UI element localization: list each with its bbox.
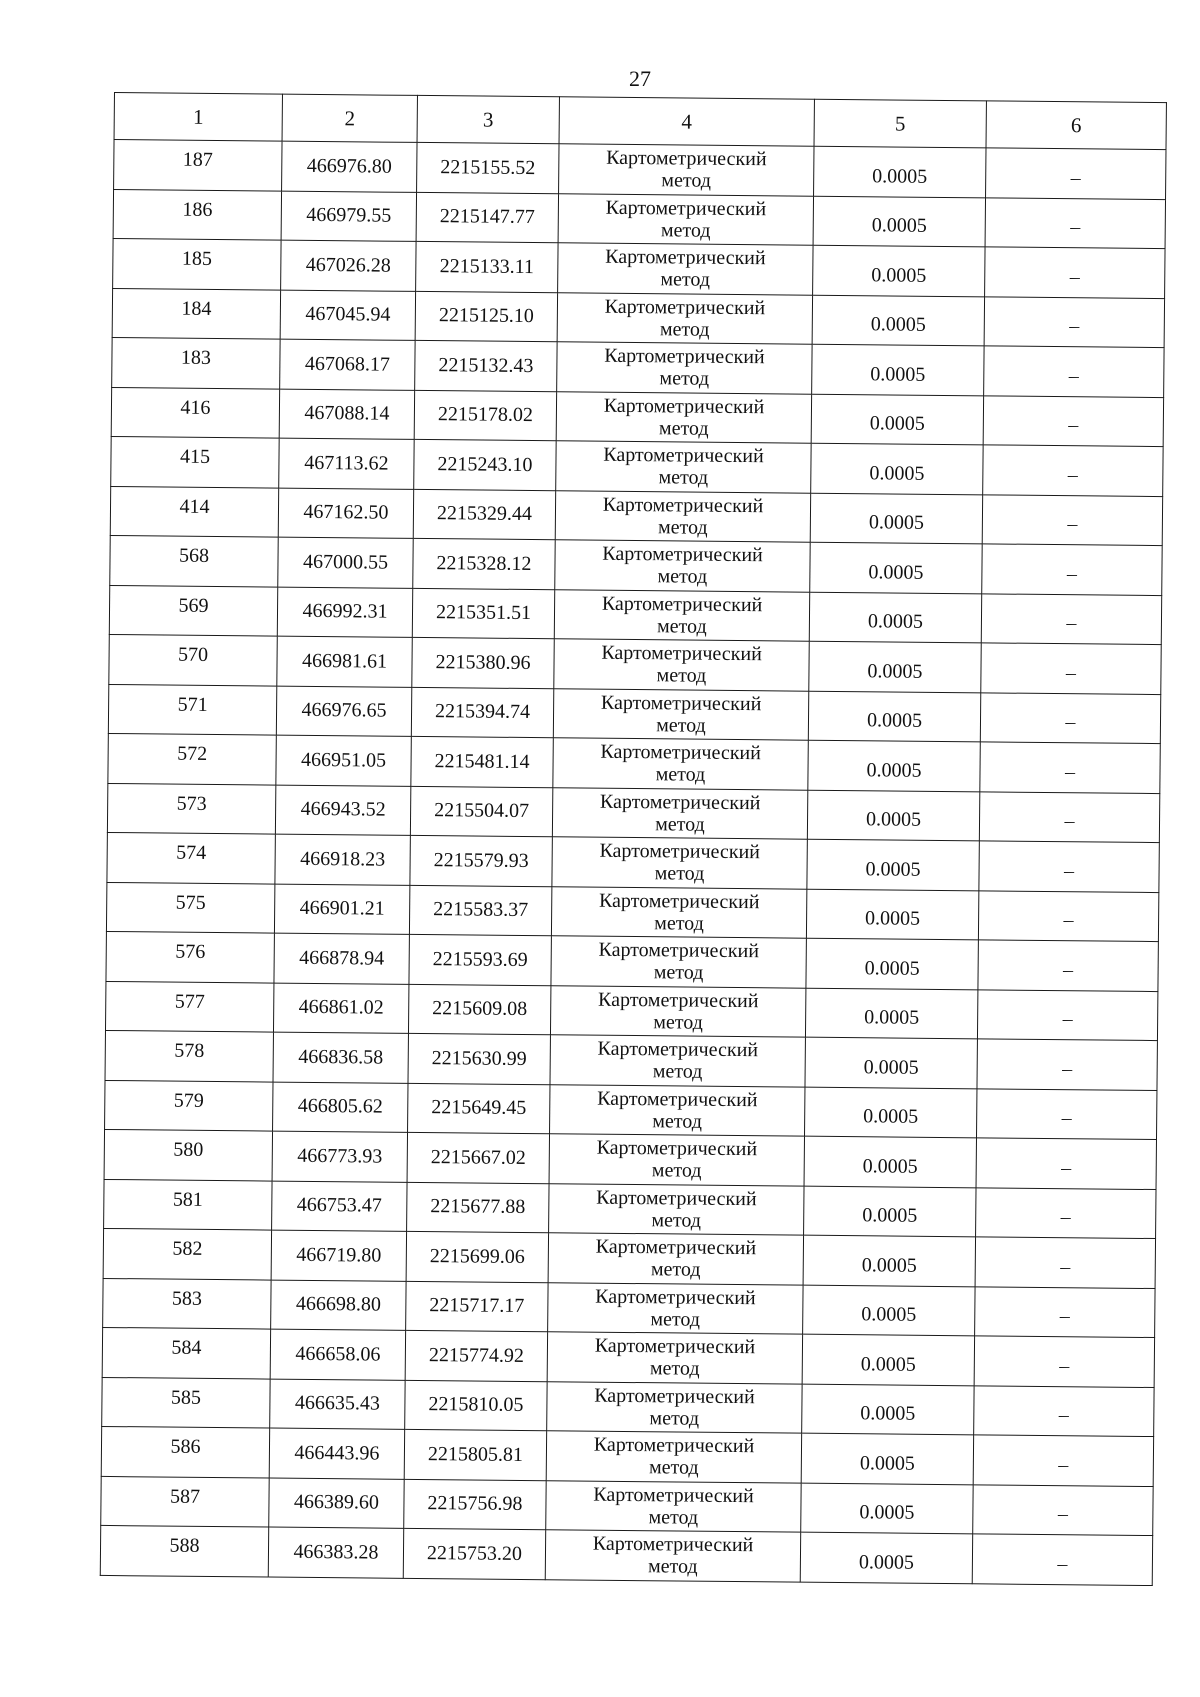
y-coordinate-cell: 2215593.69 [409, 934, 551, 985]
method-cell [549, 1134, 804, 1186]
method-line-1: Картометрический [594, 1334, 756, 1359]
method-line-1: Картометрический [602, 542, 763, 567]
method-line-2: метод [656, 664, 707, 687]
x-coordinate-cell: 466979.55 [281, 191, 416, 242]
accuracy-cell: 0.0005 [803, 1285, 975, 1336]
y-coordinate-cell: 2215329.44 [413, 489, 555, 540]
method-line-2: метод [658, 466, 709, 489]
method-line-1: Картометрический [595, 1285, 756, 1309]
description-cell: – [982, 544, 1162, 595]
method-line-2: метод [648, 1505, 699, 1529]
method-cell [554, 589, 809, 641]
method-cell [552, 787, 807, 839]
x-coordinate-cell: 467045.94 [280, 290, 415, 341]
point-number-cell: 187 [114, 140, 282, 191]
method-line-1: Картометрический [593, 1433, 755, 1458]
method-line-2: метод [649, 1357, 700, 1380]
x-coordinate-cell: 466836.58 [273, 1032, 408, 1083]
accuracy-cell: 0.0005 [801, 1433, 973, 1484]
y-coordinate-cell: 2215394.74 [411, 687, 553, 738]
method-cell [551, 936, 806, 988]
description-cell: – [982, 494, 1162, 545]
method-line-2: метод [656, 614, 707, 638]
description-cell: – [975, 1286, 1155, 1337]
accuracy-cell: 0.0005 [802, 1384, 974, 1435]
x-coordinate-cell: 466383.28 [268, 1527, 403, 1578]
y-coordinate-cell: 2215774.92 [405, 1330, 547, 1381]
x-coordinate-cell: 466981.61 [277, 636, 412, 687]
accuracy-cell: 0.0005 [804, 1136, 976, 1187]
x-coordinate-cell: 467113.62 [279, 438, 414, 489]
point-number-cell: 415 [111, 436, 279, 487]
method-line-2: метод [658, 416, 709, 440]
method-cell [556, 441, 811, 493]
point-number-cell: 185 [113, 238, 281, 289]
description-cell: – [975, 1237, 1155, 1288]
table-row [100, 1525, 1152, 1585]
accuracy-cell: 0.0005 [809, 592, 981, 643]
y-coordinate-cell: 2215155.52 [417, 142, 559, 193]
accuracy-cell: 0.0005 [809, 641, 981, 692]
method-cell [558, 193, 813, 245]
method-line-2: метод [654, 911, 704, 935]
method-line-1: Картометрический [604, 295, 766, 320]
coordinates-table-wrapper [100, 92, 1166, 1586]
description-cell: – [980, 742, 1160, 793]
point-number-cell: 582 [103, 1228, 271, 1279]
description-cell: – [978, 940, 1158, 991]
method-cell [554, 639, 809, 691]
method-line-1: Картометрический [598, 889, 760, 913]
y-coordinate-cell: 2215351.51 [412, 588, 554, 639]
y-coordinate-cell: 2215753.20 [403, 1528, 545, 1579]
method-line-1: Картометрический [594, 1384, 755, 1408]
method-line-2: метод [653, 1010, 703, 1034]
point-number-cell: 588 [100, 1525, 268, 1576]
method-line-1: Картометрический [602, 493, 764, 518]
point-number-cell: 579 [105, 1080, 273, 1131]
accuracy-cell: 0.0005 [805, 1087, 977, 1138]
x-coordinate-cell: 466943.52 [275, 785, 410, 836]
x-coordinate-cell: 466976.80 [282, 141, 417, 192]
method-line-1: Картометрический [601, 641, 762, 666]
description-cell: – [985, 197, 1165, 248]
accuracy-cell: 0.0005 [814, 146, 986, 197]
description-cell: – [979, 841, 1159, 892]
y-coordinate-cell: 2215583.37 [409, 885, 551, 936]
description-cell: – [976, 1187, 1156, 1238]
method-line-2: метод [656, 713, 706, 737]
method-cell [553, 688, 808, 740]
method-line-2: метод [651, 1208, 702, 1232]
accuracy-cell: 0.0005 [806, 938, 978, 989]
accuracy-cell: 0.0005 [804, 1186, 976, 1237]
method-line-2: метод [657, 565, 708, 588]
x-coordinate-cell: 466635.43 [270, 1379, 405, 1430]
description-cell: – [983, 395, 1163, 446]
x-coordinate-cell: 466976.65 [276, 686, 411, 737]
method-line-2: метод [661, 169, 712, 192]
method-line-1: Картометрический [597, 988, 759, 1012]
y-coordinate-cell: 2215125.10 [415, 291, 557, 342]
method-line-1: Картометрический [601, 592, 763, 616]
y-coordinate-cell: 2215133.11 [416, 241, 558, 292]
method-line-1: Картометрический [599, 839, 761, 864]
method-line-2: метод [652, 1109, 703, 1133]
description-cell: – [981, 643, 1161, 694]
description-cell: – [984, 346, 1164, 397]
x-coordinate-cell: 466773.93 [272, 1131, 407, 1182]
point-number-cell: 577 [105, 981, 273, 1032]
method-cell [546, 1480, 801, 1532]
method-cell [549, 1183, 804, 1235]
y-coordinate-cell: 2215504.07 [410, 786, 552, 837]
description-cell: – [973, 1435, 1153, 1486]
accuracy-cell: 0.0005 [807, 790, 979, 841]
description-cell: – [977, 1039, 1157, 1090]
x-coordinate-cell: 466698.80 [271, 1280, 406, 1331]
method-line-1: Картометрический [595, 1235, 757, 1260]
point-number-cell: 572 [108, 733, 276, 784]
method-line-2: метод [655, 812, 705, 836]
accuracy-cell: 0.0005 [802, 1334, 974, 1385]
method-line-1: Картометрический [603, 443, 764, 468]
y-coordinate-cell: 2215649.45 [408, 1083, 550, 1134]
description-cell: – [972, 1534, 1152, 1585]
accuracy-cell: 0.0005 [811, 394, 983, 445]
method-cell [552, 837, 807, 889]
point-number-cell: 586 [101, 1426, 269, 1477]
accuracy-cell: 0.0005 [812, 344, 984, 395]
method-cell [553, 738, 808, 790]
description-cell: – [974, 1385, 1154, 1436]
point-number-cell: 186 [113, 189, 281, 240]
point-number-cell: 575 [106, 882, 274, 933]
method-cell [558, 243, 813, 295]
point-number-cell: 570 [109, 634, 277, 685]
point-number-cell: 184 [112, 288, 280, 339]
header-cell-4: 4 [559, 97, 814, 146]
x-coordinate-cell: 466878.94 [274, 933, 409, 984]
accuracy-cell: 0.0005 [812, 295, 984, 346]
description-cell: – [979, 791, 1159, 842]
method-line-1: Картометрический [605, 245, 766, 270]
y-coordinate-cell: 2215609.08 [408, 984, 550, 1035]
method-cell [555, 490, 810, 542]
method-line-1: Картометрический [598, 938, 760, 963]
table-body [100, 140, 1166, 1586]
description-cell: – [985, 247, 1165, 298]
y-coordinate-cell: 2215699.06 [406, 1231, 548, 1282]
y-coordinate-cell: 2215810.05 [405, 1380, 547, 1431]
x-coordinate-cell: 467088.14 [279, 389, 414, 440]
method-cell [557, 342, 812, 394]
y-coordinate-cell: 2215805.81 [404, 1429, 546, 1480]
description-cell: – [977, 1088, 1157, 1139]
accuracy-cell: 0.0005 [808, 691, 980, 742]
point-number-cell: 576 [106, 931, 274, 982]
method-line-1: Картометрический [600, 740, 762, 765]
x-coordinate-cell: 466951.05 [276, 735, 411, 786]
y-coordinate-cell: 2215756.98 [404, 1479, 546, 1530]
y-coordinate-cell: 2215677.88 [407, 1182, 549, 1233]
point-number-cell: 584 [102, 1327, 270, 1378]
description-cell: – [986, 148, 1166, 199]
x-coordinate-cell: 467000.55 [278, 537, 413, 588]
method-line-2: метод [647, 1555, 698, 1578]
method-line-1: Картометрический [597, 1087, 758, 1111]
method-cell [557, 292, 812, 344]
x-coordinate-cell: 466389.60 [269, 1478, 404, 1529]
description-cell: – [984, 296, 1164, 347]
point-number-cell: 573 [107, 783, 275, 834]
point-number-cell: 569 [109, 585, 277, 636]
x-coordinate-cell: 466992.31 [277, 587, 412, 638]
accuracy-cell: 0.0005 [805, 1037, 977, 1088]
y-coordinate-cell: 2215630.99 [408, 1033, 550, 1084]
method-line-2: метод [660, 268, 711, 291]
method-line-1: Картометрический [600, 691, 762, 715]
accuracy-cell: 0.0005 [801, 1483, 973, 1534]
method-line-1: Картометрический [597, 1037, 759, 1062]
point-number-cell: 568 [110, 535, 278, 586]
point-number-cell: 571 [108, 684, 276, 735]
x-coordinate-cell: 466443.96 [269, 1428, 404, 1479]
method-line-2: метод [650, 1307, 701, 1331]
y-coordinate-cell: 2215380.96 [412, 637, 554, 688]
method-cell [548, 1282, 803, 1334]
method-line-1: Картометрический [596, 1136, 758, 1161]
method-line-2: метод [653, 961, 704, 984]
x-coordinate-cell: 466901.21 [274, 884, 409, 935]
method-cell [547, 1332, 802, 1384]
y-coordinate-cell: 2215328.12 [413, 538, 555, 589]
accuracy-cell: 0.0005 [806, 889, 978, 940]
method-cell [550, 985, 805, 1037]
method-cell [550, 1084, 805, 1136]
method-line-2: метод [652, 1060, 703, 1083]
accuracy-cell: 0.0005 [811, 443, 983, 494]
method-line-2: метод [660, 219, 711, 242]
method-line-2: метод [651, 1159, 702, 1182]
method-cell [548, 1233, 803, 1285]
point-number-cell: 580 [104, 1129, 272, 1180]
description-cell: – [983, 445, 1163, 496]
x-coordinate-cell: 467026.28 [281, 240, 416, 291]
method-line-1: Картометрический [596, 1186, 757, 1210]
method-cell [550, 1035, 805, 1087]
accuracy-cell: 0.0005 [807, 839, 979, 890]
point-number-cell: 581 [104, 1179, 272, 1230]
y-coordinate-cell: 2215481.14 [411, 736, 553, 787]
accuracy-cell: 0.0005 [803, 1235, 975, 1286]
accuracy-cell: 0.0005 [810, 493, 982, 544]
accuracy-cell: 0.0005 [808, 740, 980, 791]
description-cell: – [977, 989, 1157, 1040]
y-coordinate-cell: 2215579.93 [410, 835, 552, 886]
description-cell: – [976, 1138, 1156, 1189]
accuracy-cell: 0.0005 [813, 196, 985, 247]
method-line-2: метод [655, 763, 706, 786]
method-cell [545, 1530, 800, 1582]
x-coordinate-cell: 466753.47 [272, 1181, 407, 1232]
accuracy-cell: 0.0005 [813, 245, 985, 296]
method-line-2: метод [657, 515, 708, 539]
method-line-1: Картометрический [606, 146, 767, 171]
point-number-cell: 183 [112, 337, 280, 388]
x-coordinate-cell: 466805.62 [273, 1082, 408, 1133]
accuracy-cell: 0.0005 [810, 542, 982, 593]
method-line-2: метод [654, 862, 705, 885]
x-coordinate-cell: 466918.23 [275, 834, 410, 885]
page-number: 27 [629, 66, 651, 91]
y-coordinate-cell: 2215717.17 [406, 1281, 548, 1332]
x-coordinate-cell: 467162.50 [278, 488, 413, 539]
x-coordinate-cell: 466719.80 [271, 1230, 406, 1281]
method-line-2: метод [649, 1406, 700, 1430]
point-number-cell: 414 [110, 486, 278, 537]
point-number-cell: 587 [101, 1476, 269, 1527]
accuracy-cell: 0.0005 [805, 988, 977, 1039]
header-cell-1: 1 [114, 93, 282, 142]
point-number-cell: 574 [107, 832, 275, 883]
point-number-cell: 583 [103, 1278, 271, 1329]
method-cell [556, 391, 811, 443]
description-cell: – [978, 890, 1158, 941]
header-cell-3: 3 [417, 95, 559, 143]
description-cell: – [980, 692, 1160, 743]
description-cell: – [974, 1336, 1154, 1387]
method-line-2: метод [659, 367, 710, 390]
point-number-cell: 416 [111, 387, 279, 438]
y-coordinate-cell: 2215243.10 [414, 439, 556, 490]
method-cell [555, 540, 810, 592]
description-cell: – [981, 593, 1161, 644]
y-coordinate-cell: 2215132.43 [415, 340, 557, 391]
coordinates-table [100, 92, 1167, 1586]
x-coordinate-cell: 466861.02 [273, 983, 408, 1034]
method-line-1: Картометрический [593, 1483, 754, 1507]
description-cell: – [973, 1484, 1153, 1535]
method-cell [551, 886, 806, 938]
method-line-1: Картометрический [604, 344, 765, 369]
method-line-1: Картометрический [599, 790, 761, 814]
method-line-1: Картометрический [592, 1532, 754, 1557]
header-cell-6: 6 [986, 101, 1166, 150]
method-line-2: метод [648, 1456, 699, 1479]
method-line-2: метод [659, 318, 710, 341]
method-line-1: Картометрический [603, 394, 765, 419]
header-cell-2: 2 [282, 94, 417, 142]
y-coordinate-cell: 2215667.02 [407, 1132, 549, 1183]
method-line-2: метод [650, 1258, 701, 1281]
point-number-cell: 578 [105, 1030, 273, 1081]
x-coordinate-cell: 466658.06 [270, 1329, 405, 1380]
y-coordinate-cell: 2215147.77 [416, 192, 558, 243]
method-line-1: Картометрический [605, 196, 767, 221]
accuracy-cell: 0.0005 [800, 1532, 972, 1583]
method-cell [546, 1431, 801, 1483]
method-cell [547, 1381, 802, 1433]
y-coordinate-cell: 2215178.02 [414, 390, 556, 441]
x-coordinate-cell: 467068.17 [280, 339, 415, 390]
method-cell [559, 144, 814, 196]
header-cell-5: 5 [814, 99, 986, 148]
point-number-cell: 585 [102, 1377, 270, 1428]
